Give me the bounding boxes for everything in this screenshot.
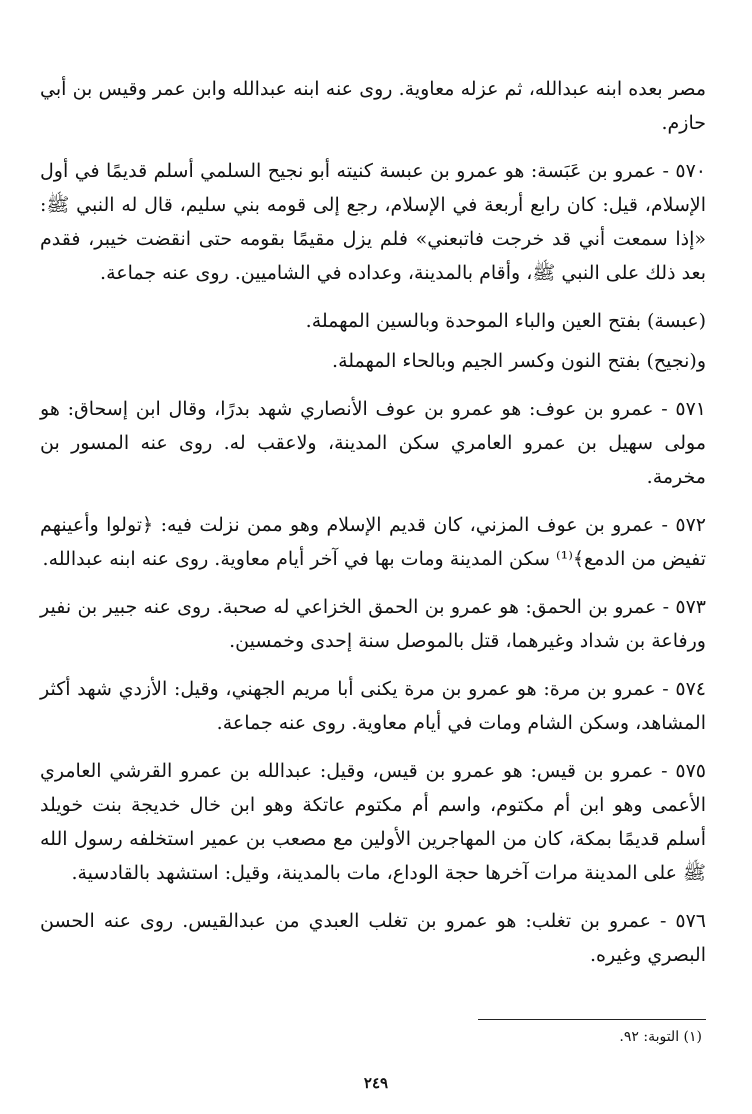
entry-570: ٥٧٠ - عمرو بن عَبَسة: هو عمرو بن عبسة كنيته أبو نجيح السلمي أسلم قديمًا في أول الإسلام، قيل: كان رابع أربعة في الإسلام، رجع إلى قومه بني سليم، قال له النبي ﷺ: «إذا سمعت أني قد خرجت فاتبعني» فلم يزل مقيمًا بقومه حتى انقضت خيبر، فقدم بعد ذلك على النبي ﷺ، وأقام بالمدينة، وعداده في الشاميين. روى عنه جماعة. — [40, 160, 706, 284]
entry-575: ٥٧٥ - عمرو بن قيس: هو عمرو بن قيس، وقيل: عبدالله بن عمرو القرشي العامري الأعمى وهو ابن أم مكتوم، واسم أم مكتوم عاتكة وهو ابن خال خديجة بنت خويلد أسلم قديمًا بمكة، كان من المهاجرين الأولين مع مصعب بن عمير استخلفه رسول الله ﷺ على المدينة مرات آخرها حجة الوداع، مات بالمدينة، وقيل: استشهد بالقادسية. — [40, 760, 706, 884]
note-abasa: (عبسة) بفتح العين والباء الموحدة وبالسين المهملة. — [305, 310, 706, 332]
entry-571: ٥٧١ - عمرو بن عوف: هو عمرو بن عوف الأنصاري شهد بدرًا، وقال ابن إسحاق: هو مولى سهيل بن عمرو العامري سكن المدينة، ولاعقب له. روى عنه المسور بن مخرمة. — [40, 398, 706, 488]
entry-576: ٥٧٦ - عمرو بن تغلب: هو عمرو بن تغلب العبدي من عبدالقيس. روى عنه الحسن البصري وغيره. — [40, 910, 706, 966]
page-number: ٢٤٩ — [363, 1074, 389, 1092]
entry-572: ٥٧٢ - عمرو بن عوف المزني، كان قديم الإسلام وهو ممن نزلت فيه: ﴿تولوا وأعينهم تفيض من الدمع﴾⁽¹⁾ سكن المدينة ومات بها في آخر أيام معاوية. روى عنه ابنه عبدالله. — [40, 514, 706, 570]
footnote: (١) التوبة: ٩٢. — [619, 1029, 702, 1045]
note-najih: و(نجيح) بفتح النون وكسر الجيم وبالحاء المهملة. — [332, 350, 706, 372]
entry-574: ٥٧٤ - عمرو بن مرة: هو عمرو بن مرة يكنى أبا مريم الجهني، وقيل: الأزدي شهد أكثر المشاهد، وسكن الشام ومات في أيام معاوية. روى عنه جماعة. — [40, 678, 706, 734]
entry-573: ٥٧٣ - عمرو بن الحمق: هو عمرو بن الحمق الخزاعي له صحبة. روى عنه جبير بن نفير ورفاعة بن شداد وغيرهما، قتل بالموصل سنة إحدى وخمسين. — [40, 596, 706, 652]
footnote-divider — [478, 1019, 706, 1020]
body-text — [40, 72, 706, 986]
paragraph-continuation: مصر بعده ابنه عبدالله، ثم عزله معاوية. روى عنه ابنه عبدالله وابن عمر وقيس بن أبي حازم. — [40, 78, 706, 134]
